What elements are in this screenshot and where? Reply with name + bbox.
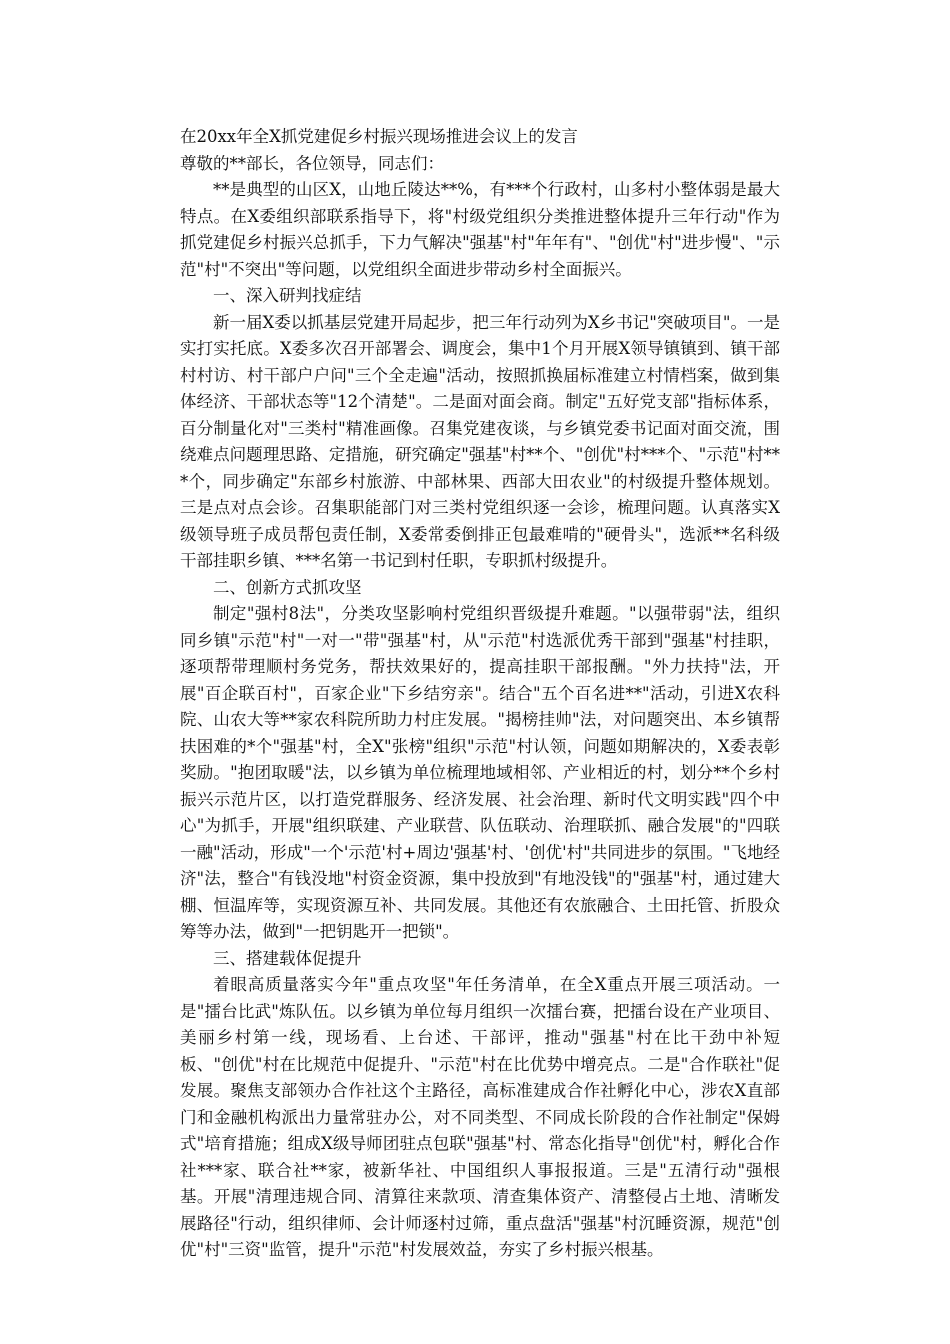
- section-body-1: 新一届X委以抓基层党建开局起步，把三年行动列为X乡书记"突破项目"。一是实打实托底。X委多次召开部署会、调度会，集中1个月开展X领导镇镇到、镇干部村村访、村干部户户问"三个全走遍"活动，按照抓换届标准建立村情档案，做到集体经济、干部状态等"12个清楚"。二是面对面会商。制定"五好党支部"指标体系，百分制量化对"三类村"精准画像。召集党建夜谈，与乡镇党委书记面对面交流，围绕难点问题理思路、定措施，研究确定"强基"村**个、"创优"村***个、"示范"村***个，同步确定"东部乡村旅游、中部林果、西部大田农业"的村级提升整体规划。三是点对点会诊。召集职能部门对三类村党组织逐一会诊，梳理问题。认真落实X级领导班子成员帮包责任制，X委常委倒排正包最难啃的"硬骨头"，选派**名科级干部挂职乡镇、***名第一书记到村任职，专职抓村级提升。: [180, 312, 780, 570]
- section-heading-2: 二、创新方式抓攻坚: [213, 577, 362, 597]
- intro-paragraph: **是典型的山区X，山地丘陵达**%，有***个行政村，山多村小整体弱是最大特点。在X委组织部联系指导下，将"村级党组织分类推进整体提升三年行动"作为抓党建促乡村振兴总抓手，下力气解决"强基"村"年年有"、"创优"村"进步慢"、"示范"村"不突出"等问题，以党组织全面进步带动乡村全面振兴。: [180, 180, 780, 279]
- speech-text: [180, 124, 780, 1264]
- section-body-3: 着眼高质量落实今年"重点攻坚"年任务清单，在全X重点开展三项活动。一是"擂台比武"炼队伍。以乡镇为单位每月组织一次擂台赛，把擂台设在产业项目、美丽乡村第一线，现场看、上台述、干部评，推动"强基"村在比干劲中补短板、"创优"村在比规范中促提升、"示范"村在比优势中增亮点。二是"合作联社"促发展。聚焦支部领办合作社这个主路径，高标准建成合作社孵化中心，涉农X直部门和金融机构派出力量常驻办公，对不同类型、不同成长阶段的合作社制定"保姆式"培育措施；组成X级导师团驻点包联"强基"村、常态化指导"创优"村，孵化合作社***家、联合社**家，被新华社、中国组织人事报报道。三是"五清行动"强根基。开展"清理违规合同、清算往来款项、清查集体资产、清整侵占土地、清晰发展路径"行动，组织律师、会计师逐村过筛，重点盘活"强基"村沉睡资源，规范"创优"村"三资"监管，提升"示范"村发展效益，夯实了乡村振兴根基。: [180, 975, 780, 1259]
- document-title: 在20xx年全X抓党建促乡村振兴现场推进会议上的发言: [180, 127, 578, 146]
- section-heading-3: 三、搭建载体促提升: [213, 948, 362, 968]
- section-body-2: 制定"强村8法"，分类攻坚影响村党组织晋级提升难题。"以强带弱"法，组织同乡镇"示范"村"一对一"带"强基"村，从"示范"村选派优秀干部到"强基"村挂职，逐项帮带理顺村务党务，帮扶效果好的，提高挂职干部报酬。"外力扶持"法，开展"百企联百村"，百家企业"下乡结穷亲"。结合"五个百名进**"活动，引进X农科院、山农大等**家农科院所助力村庄发展。"揭榜挂帅"法，对问题突出、本乡镇帮扶困难的*个"强基"村，全X"张榜"组织"示范"村认领，问题如期解决的，X委表彰奖励。"抱团取暖"法，以乡镇为单位梳理地域相邻、产业相近的村，划分**个乡村振兴示范片区，以打造党群服务、经济发展、社会治理、新时代文明实践"四个中心"为抓手，开展"组织联建、产业联营、队伍联动、治理联抓、融合发展"的"四联一融"活动，形成"一个'示范'村+周边'强基'村、'创优'村"共同进步的氛围。"飞地经济"法，整合"有钱没地"村资金资源，集中投放到"有地没钱"的"强基"村，通过建大棚、恒温库等，实现资源互补、共同发展。其他还有农旅融合、土田托管、折股众筹等办法，做到"一把钥匙开一把锁"。: [180, 604, 780, 941]
- section-heading-1: 一、深入研判找症结: [213, 286, 362, 305]
- salutation: 尊敬的**部长，各位领导，同志们：: [180, 153, 444, 173]
